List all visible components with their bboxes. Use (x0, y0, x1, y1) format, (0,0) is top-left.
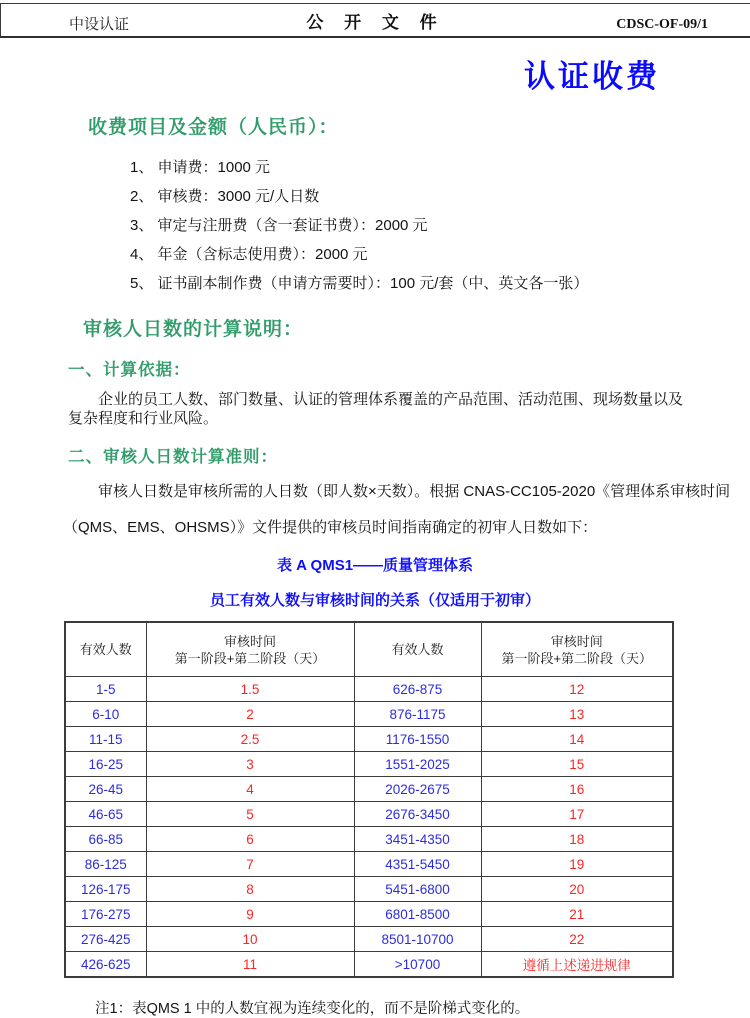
calc-rule-body-line1: 审核人日数是审核所需的人日数（即人数×天数）。根据 CNAS-CC105-2020《管理体系审核时间 (98, 483, 731, 500)
table-cell: 13 (481, 702, 673, 727)
table-title: 表 A QMS1——质量管理体系 (276, 557, 474, 574)
table-subtitle: 员工有效人数与审核时间的关系（仅适用于初审） (209, 592, 540, 609)
table-cell: 2 (146, 702, 354, 727)
fee-item-certificate-copy: 5、 证书副本制作费（申请方需要时）：100 元/套（中、英文各一张） (130, 275, 589, 292)
table-cell: 2676-3450 (354, 802, 481, 827)
table-cell: 遵循上述递进规律 (481, 952, 673, 978)
table-cell: 8501-10700 (354, 927, 481, 952)
table-cell: 12 (481, 677, 673, 702)
fee-list (130, 160, 750, 291)
table-cell: 1.5 (146, 677, 354, 702)
col-header-audit-time-1 (146, 622, 354, 677)
table-cell: 11-15 (65, 727, 146, 752)
table-row (65, 777, 673, 802)
table-cell: 2026-2675 (354, 777, 481, 802)
table-cell: 2.5 (146, 727, 354, 752)
table-cell: 5451-6800 (354, 877, 481, 902)
doc-classification-title: 公 开 文 件 (306, 13, 445, 32)
table-row (65, 727, 673, 752)
table-cell: 176-275 (65, 902, 146, 927)
table-row (65, 827, 673, 852)
table-cell: 3 (146, 752, 354, 777)
doc-code: CDSC-OF-09/1 (616, 17, 708, 32)
fee-item-application: 1、 申请费：1000 元 (130, 159, 271, 176)
table-cell: 18 (481, 827, 673, 852)
col-header-effective-staff-1 (65, 622, 146, 677)
table-cell: 1551-2025 (354, 752, 481, 777)
table-cell: 22 (481, 927, 673, 952)
table-cell: 21 (481, 902, 673, 927)
table-cell: 3451-4350 (354, 827, 481, 852)
table-cell: 4351-5450 (354, 852, 481, 877)
document-page (0, 3, 750, 1017)
table-cell: 66-85 (65, 827, 146, 852)
table-cell: 15 (481, 752, 673, 777)
table-cell: 9 (146, 902, 354, 927)
qms-audit-time-table (64, 621, 674, 978)
fees-section-heading: 收费项目及金额（人民币）： (88, 117, 339, 138)
table-cell: 20 (481, 877, 673, 902)
col-header-line1: 审核时间 (223, 633, 276, 649)
table-cell: 16-25 (65, 752, 146, 777)
table-cell: 1-5 (65, 677, 146, 702)
table-cell: 17 (481, 802, 673, 827)
table-cell: 19 (481, 852, 673, 877)
qms-table-body (65, 677, 673, 978)
table-cell: 86-125 (65, 852, 146, 877)
fee-item-annual: 4、 年金（含标志使用费）：2000 元 (130, 246, 368, 263)
table-row (65, 877, 673, 902)
org-name: 中设认证 (69, 16, 130, 33)
table-cell: 876-1175 (354, 702, 481, 727)
document-header (0, 3, 750, 38)
calc-rule-body-line2: （QMS、EMS、OHSMS）》文件提供的审核员时间指南确定的初审人日数如下： (63, 519, 598, 536)
calc-basis-heading: 一、计算依据： (68, 361, 191, 379)
calc-section-heading: 审核人日数的计算说明： (83, 319, 304, 340)
table-cell: 1176-1550 (354, 727, 481, 752)
col-header-line2: 第一阶段+第二阶段（天） (174, 650, 326, 666)
table-row (65, 952, 673, 978)
col-header-line1: 有效人数 (391, 642, 444, 657)
page-title: 认证收费 (524, 59, 660, 94)
table-cell: 26-45 (65, 777, 146, 802)
calc-rule-heading: 二、审核人日数计算准则： (68, 448, 278, 466)
table-row (65, 752, 673, 777)
footnote: 注1：表QMS 1 中的人数宜视为连续变化的，而不是阶梯式变化的。 (95, 1001, 530, 1017)
table-cell: 16 (481, 777, 673, 802)
table-cell: 6-10 (65, 702, 146, 727)
table-cell: 426-625 (65, 952, 146, 978)
fee-item-audit: 2、 审核费：3000 元/人日数 (130, 188, 320, 205)
table-row (65, 802, 673, 827)
qms-table-head (65, 622, 673, 677)
table-row (65, 702, 673, 727)
table-row (65, 902, 673, 927)
table-cell: 14 (481, 727, 673, 752)
table-cell: 6801-8500 (354, 902, 481, 927)
table-cell: 11 (146, 952, 354, 978)
table-cell: 4 (146, 777, 354, 802)
table-row (65, 677, 673, 702)
table-cell: 276-425 (65, 927, 146, 952)
table-cell: 6 (146, 827, 354, 852)
table-cell: 8 (146, 877, 354, 902)
col-header-line1: 有效人数 (79, 642, 132, 657)
table-header-row (65, 622, 673, 677)
table-cell: 126-175 (65, 877, 146, 902)
fee-item-registration: 3、 审定与注册费（含一套证书费）：2000 元 (130, 217, 428, 234)
col-header-effective-staff-2 (354, 622, 481, 677)
calc-basis-body: 企业的员工人数、部门数量、认证的管理体系覆盖的产品范围、活动范围、现场数量以及复杂程度和行业风险。 (68, 391, 684, 427)
table-row (65, 852, 673, 877)
table-row (65, 927, 673, 952)
table-cell: >10700 (354, 952, 481, 978)
table-cell: 7 (146, 852, 354, 877)
table-cell: 626-875 (354, 677, 481, 702)
table-cell: 5 (146, 802, 354, 827)
col-header-audit-time-2 (481, 622, 673, 677)
col-header-line2: 第一阶段+第二阶段（天） (501, 650, 653, 666)
table-cell: 10 (146, 927, 354, 952)
col-header-line1: 审核时间 (550, 633, 603, 649)
table-cell: 46-65 (65, 802, 146, 827)
